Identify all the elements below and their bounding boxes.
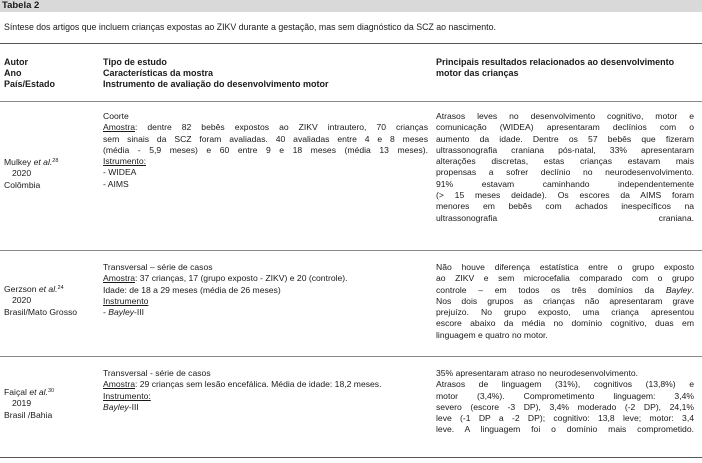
- header-author: Autor Ano País/Estado: [4, 57, 56, 89]
- table-bottom-rule: [0, 457, 702, 458]
- row-3-results: 35% apresentaram atraso no neurodesenvolvimento. Atrasos de linguagem (31%), cognitivos (13,8%) e motor (3,4%). Comprometimento linguagem: 3,4% severo (escore -3 DP), 3,4% moderado (-2 DP), 24,1% leve (-1 DP a -2 DP); cognitivo: 13,8 leve; motor: 3,4 leve. A linguagem foi o domínio mais comprometido.: [436, 368, 694, 435]
- row-3-author: Faiçal et al.$^{30}$ 2019 Brasil /Bahia: [4, 387, 55, 420]
- header-study: Tipo de estudo Características da mostra Instrumento de avaliação do desenvolvimento motor: [103, 57, 329, 89]
- row-1-study: Coorte Amostra: dentre 82 bebês expostos ao ZIKV intrautero, 70 crianças sem sinais da SCZ foram avaliadas. 40 avaliadas entre 4 e 8 meses (média - 5,9 meses) e 60 entre 9 e 18 meses (média 13 meses). Istrumento: - WIDEA - AIMS: [103, 111, 428, 189]
- row-2-bottom-rule: [0, 356, 702, 357]
- table-caption: Síntese dos artigos que incluem crianças expostas ao ZIKV durante a gestação, mas sem diagnóstico da SCZ ao nascimento.: [4, 22, 496, 32]
- row-1-results: Atrasos leves no desenvolvimento cognitivo, motor e comunicação (WIDEA) apresentaram declínios com o aumento da idade. Dentre os 57 bebês que fizeram ultrassonografia craniana pós-natal, 33% apresentaram alterações discretas, estas crianças estavam mais propensas a sofrer declínio no neurodesenvolvimento. 91% estavam caminhando independentemente (> 15 meses deidade). Os escores da AIMS foram menores em bebês com achados inespecíficos na ultrassonografia craniana.: [436, 111, 694, 223]
- row-1-bottom-rule: [0, 250, 702, 251]
- row-2-study: Transversal – série de casos Amostra: 37 crianças, 17 (grupo exposto - ZIKV) e 20 (controle). Idade: de 18 a 29 meses (média de 26 meses) Instrumento - Bayley-III: [103, 262, 348, 318]
- table-top-rule: [0, 43, 702, 44]
- header-results: Principais resultados relacionados ao desenvolvimento motor das crianças: [436, 57, 675, 78]
- row-2-results: Não houve diferença estatística entre o grupo exposto ao ZIKV e sem microcefalia comparado com o grupo controle – em todos os três domínios da Bayley. Nos dois grupos as crianças não apresentaram grave prejuízo. No grupo exposto, uma criança apresentou escore abaixo da média no domínio cognitivo, duas em linguagem e quatro no motor.: [436, 262, 694, 340]
- header-bottom-rule: [0, 101, 702, 102]
- table-title: Tabela 2: [0, 0, 702, 12]
- row-3-study: Transversal - série de casos Amostra: 29 crianças sem lesão encefálica. Média de idade: 18,2 meses. Instrumento: Bayley-III: [103, 368, 382, 412]
- row-2-author: Gerzson et al.$^{24}$ 2020 Brasil/Mato Grosso: [4, 284, 78, 317]
- row-1-author: Mulkey et al.$^{28}$ 2020 Colômbia: [4, 157, 59, 190]
